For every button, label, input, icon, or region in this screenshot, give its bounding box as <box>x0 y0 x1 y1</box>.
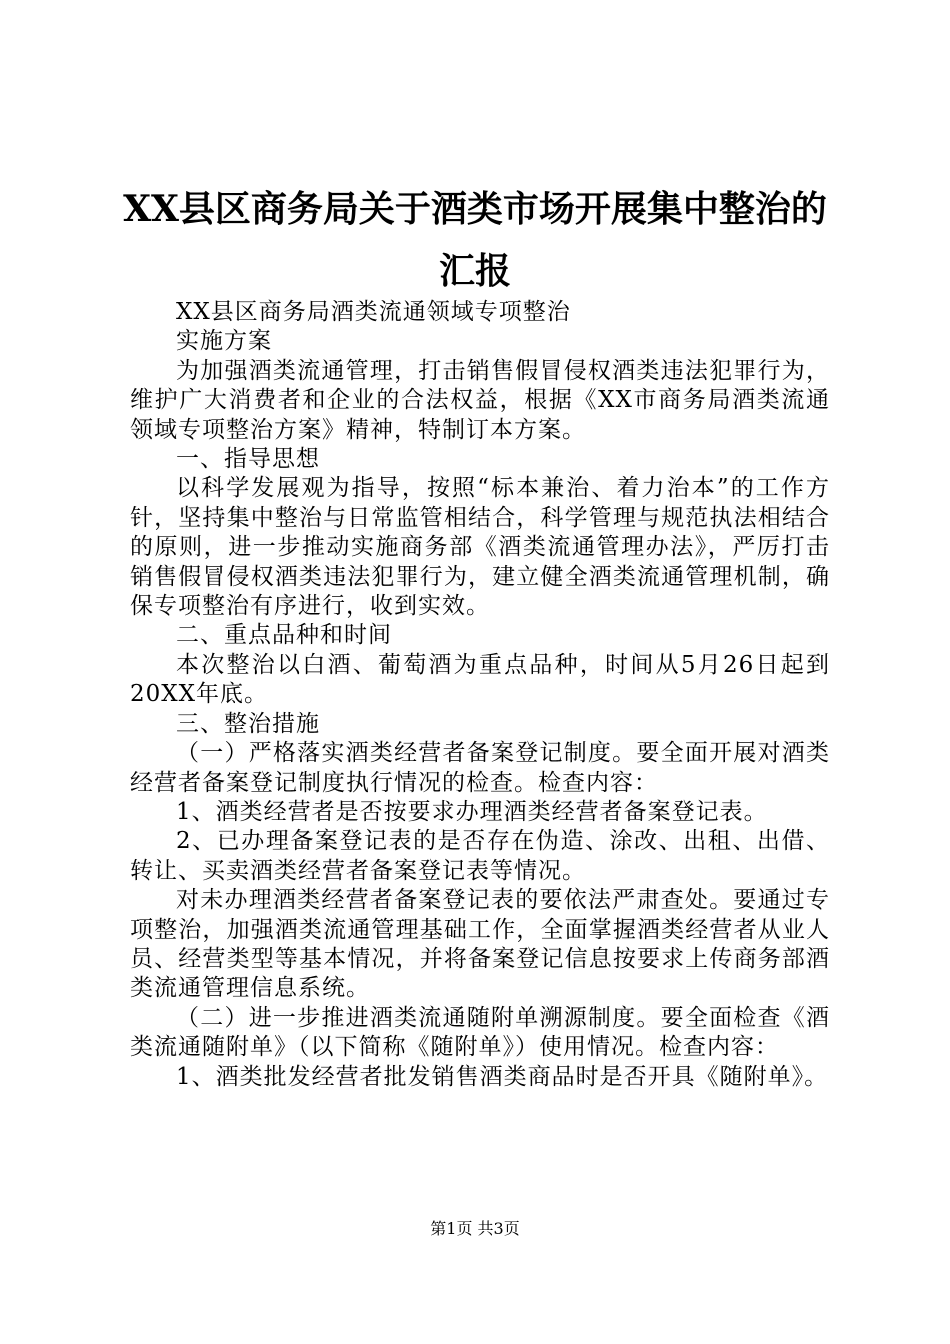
paragraph-intro: 为加强酒类流通管理，打击销售假冒侵权酒类违法犯罪行为，维护广大消费者和企业的合法权益，根据《XX市商务局酒类流通领域专项整治方案》精神，特制订本方案。 <box>130 357 830 443</box>
list-item-2: 2、已办理备案登记表的是否存在伪造、涂改、出租、出借、转让、买卖酒类经营者备案登记表等情况。 <box>130 828 830 884</box>
paragraph-subtitle-2: 实施方案 <box>176 328 272 355</box>
document-body <box>130 298 830 1092</box>
paragraph-key-varieties: 本次整治以白酒、葡萄酒为重点品种，时间从5月26日起到20XX年底。 <box>130 651 830 708</box>
document-title-line2: 汇报 <box>438 250 511 292</box>
paragraph-measure-1: （一）严格落实酒类经营者备案登记制度。要全面开展对酒类经营者备案登记制度执行情况的检查。检查内容： <box>130 740 830 796</box>
paragraph-subtitle-1: XX县区商务局酒类流通领域专项整治 <box>176 299 571 325</box>
section-heading-1: 一、指导思想 <box>176 446 320 473</box>
document-title-line1: XX县区商务局关于酒类市场开展集中整治的 <box>123 188 827 230</box>
list-item-1: 1、酒类经营者是否按要求办理酒类经营者备案登记表。 <box>176 798 768 825</box>
section-heading-2: 二、重点品种和时间 <box>176 622 392 649</box>
list-item-3: 1、酒类批发经营者批发销售酒类商品时是否开具《随附单》。 <box>176 1063 829 1090</box>
paragraph-registration: 对未办理酒类经营者备案登记表的要依法严肃查处。要通过专项整治，加强酒类流通管理基础工作，全面掌握酒类经营者从业人员、经营类型等基本情况，并将备案登记信息按要求上传商务部酒类流通管理信息系统。 <box>130 887 830 1002</box>
paragraph-measure-2: （二）进一步推进酒类流通随附单溯源制度。要全面检查《酒类流通随附单》（以下简称《随附单》）使用情况。检查内容： <box>130 1004 830 1061</box>
paragraph-guiding-thought: 以科学发展观为指导，按照“标本兼治、着力治本”的工作方针，坚持集中整治与日常监管相结合，科学管理与规范执法相结合的原则，进一步推动实施商务部《酒类流通管理办法》，严厉打击销售假冒侵权酒类违法犯罪行为，建立健全酒类流通管理机制，确保专项整治有序进行，收到实效。 <box>130 475 830 620</box>
section-heading-3: 三、整治措施 <box>176 710 320 737</box>
page-footer: 第1页 共3页 <box>430 1219 520 1238</box>
